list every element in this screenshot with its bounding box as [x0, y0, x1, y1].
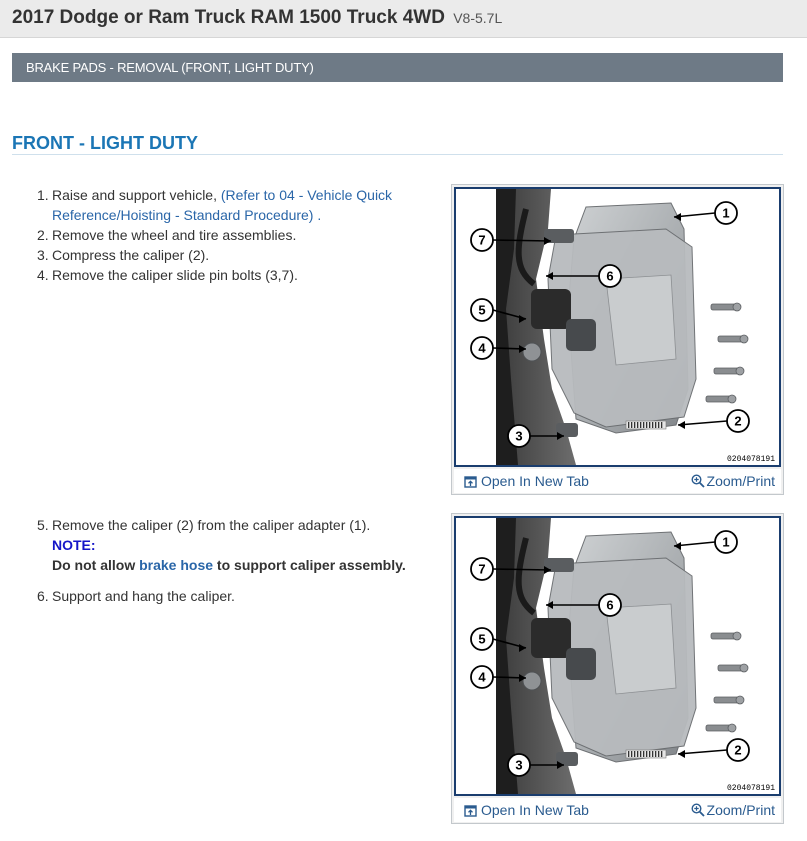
step-text: Remove the caliper (2) from the caliper adapter (1). — [52, 517, 371, 533]
engine-label: V8-5.7L — [453, 10, 503, 26]
step-number: 2. — [37, 227, 49, 243]
note-text-before: Do not allow — [52, 557, 140, 573]
step-item — [37, 586, 437, 606]
step-text: Support and hang the caliper. — [52, 588, 235, 604]
callout-label: 3 — [515, 428, 523, 444]
open-new-tab-icon — [464, 475, 477, 488]
callout-label: 4 — [478, 340, 486, 356]
figure-footer — [454, 469, 781, 493]
step-item — [37, 225, 437, 245]
vehicle-title — [12, 7, 502, 29]
callout-leader — [493, 240, 551, 241]
step-number: 3. — [37, 247, 49, 263]
callout-label: 7 — [478, 561, 486, 577]
brake-hose-link[interactable]: brake hose — [139, 557, 214, 573]
step-number: 5. — [37, 517, 49, 533]
image-code: 0204078191 — [726, 784, 775, 793]
hoisting-reference-link[interactable]: (Refer to 04 - Vehicle Quick Reference/Hoisting - Standard Procedure) — [52, 187, 393, 223]
callout-label: 1 — [722, 534, 730, 550]
step-item — [37, 265, 437, 285]
subheading-divider — [12, 154, 783, 155]
subheading: FRONT - LIGHT DUTY — [12, 133, 198, 153]
callout-label: 2 — [734, 413, 742, 429]
zoom-print-link[interactable] — [691, 473, 775, 489]
callout-label: 5 — [478, 302, 486, 318]
open-in-new-tab-label: Open In New Tab — [481, 802, 589, 818]
step-text-suffix: . — [313, 207, 322, 223]
callout-leader — [493, 569, 551, 570]
step-text: Remove the wheel and tire assemblies. — [52, 227, 297, 243]
callout-label: 2 — [734, 742, 742, 758]
caliper-illustration[interactable] — [454, 516, 781, 796]
step-number: 6. — [37, 588, 49, 604]
magnifier-plus-icon — [691, 803, 705, 817]
figure-1 — [451, 184, 784, 495]
caliper-drawing — [456, 518, 779, 794]
callout-label: 4 — [478, 669, 486, 685]
step-number: 4. — [37, 267, 49, 283]
note-text — [52, 555, 437, 575]
note-label: NOTE: — [52, 537, 96, 553]
procedure-title: BRAKE PADS - REMOVAL (FRONT, LIGHT DUTY) — [26, 60, 314, 75]
note-text-after: to support caliper assembly. — [213, 557, 406, 573]
step-item — [37, 515, 437, 575]
magnifier-plus-icon — [691, 474, 705, 488]
callout-label: 1 — [722, 205, 730, 221]
steps-list-2 — [37, 515, 437, 606]
step-text: Raise and support vehicle, — [52, 187, 221, 203]
zoom-print-label: Zoom/Print — [706, 473, 775, 489]
zoom-print-link[interactable] — [691, 802, 775, 818]
step-text: Remove the caliper slide pin bolts (3,7). — [52, 267, 298, 283]
open-in-new-tab-label: Open In New Tab — [481, 473, 589, 489]
caliper-drawing — [456, 189, 779, 465]
step-item — [37, 245, 437, 265]
callout-label: 6 — [606, 268, 614, 284]
open-new-tab-icon — [464, 804, 477, 817]
procedure-title-bar — [12, 53, 783, 82]
page-header — [0, 0, 807, 38]
callout-label: 3 — [515, 757, 523, 773]
zoom-print-label: Zoom/Print — [706, 802, 775, 818]
step-number: 1. — [37, 187, 49, 203]
callout-label: 7 — [478, 232, 486, 248]
figure-footer — [454, 798, 781, 822]
open-in-new-tab-link[interactable] — [464, 802, 589, 818]
step-text: Compress the caliper (2). — [52, 247, 210, 263]
callout-label: 5 — [478, 631, 486, 647]
image-code: 0204078191 — [726, 455, 775, 464]
callout-label: 6 — [606, 597, 614, 613]
figure-2 — [451, 513, 784, 824]
step-item — [37, 185, 437, 225]
open-in-new-tab-link[interactable] — [464, 473, 589, 489]
caliper-illustration[interactable] — [454, 187, 781, 467]
vehicle-title-text: 2017 Dodge or Ram Truck RAM 1500 Truck 4WD — [12, 7, 445, 28]
steps-list-1 — [37, 185, 437, 285]
